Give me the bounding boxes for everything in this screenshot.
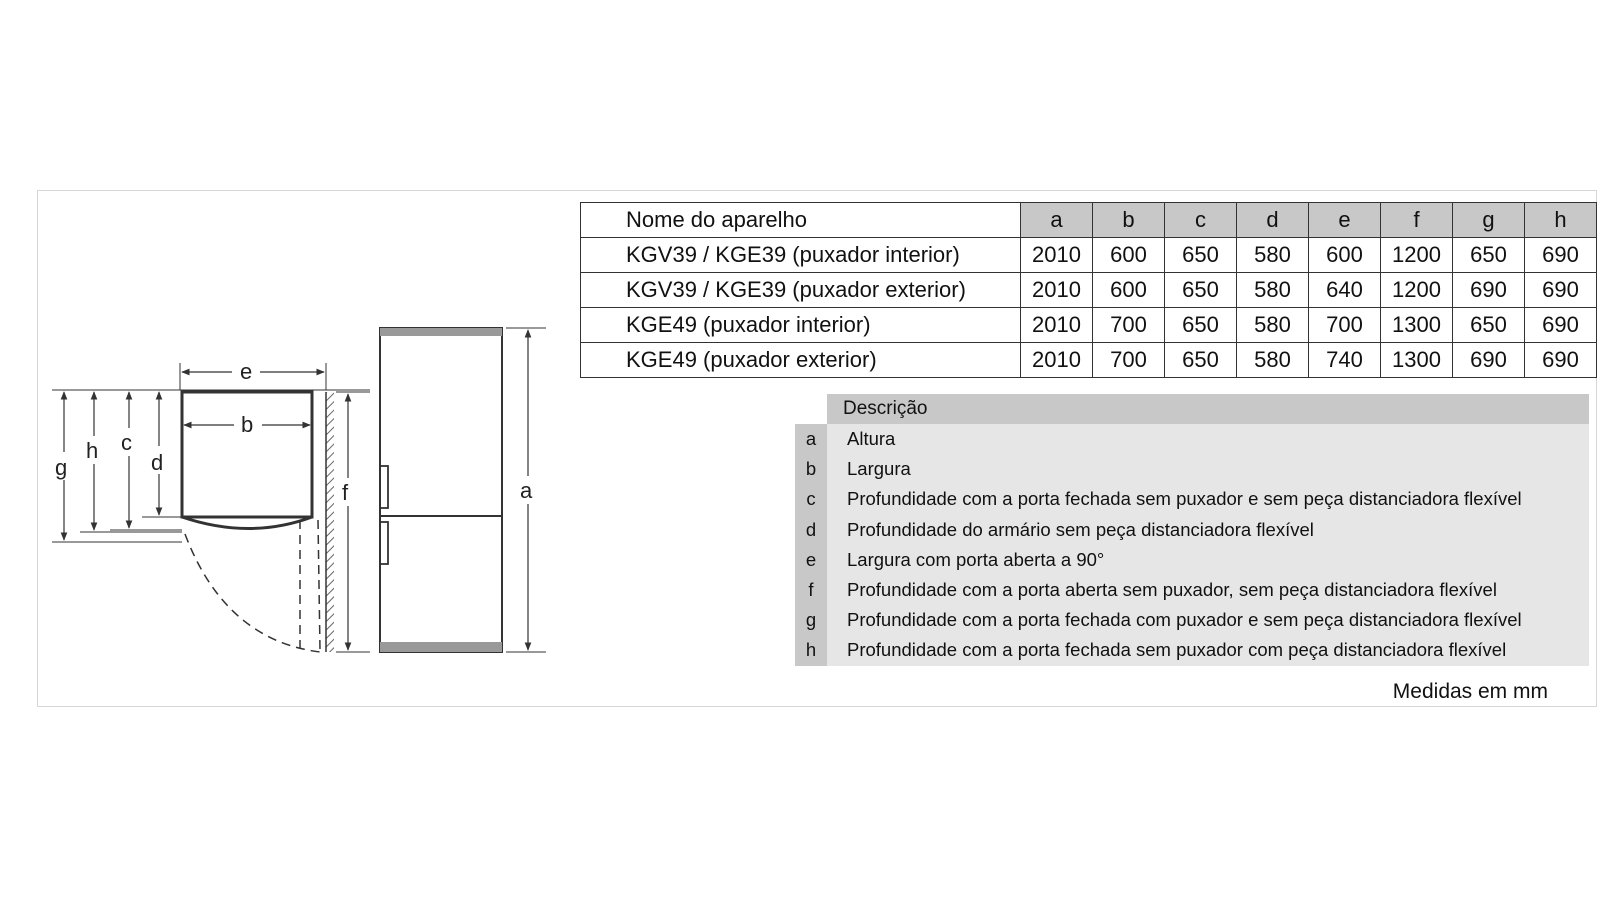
cell-e: 600: [1309, 238, 1381, 273]
legend-desc: Profundidade com a porta fechada com puxador e sem peça distanciadora flexível: [827, 605, 1589, 635]
header-b: b: [1093, 203, 1165, 238]
header-c: c: [1165, 203, 1237, 238]
cell-d: 580: [1237, 273, 1309, 308]
cell-a: 2010: [1021, 308, 1093, 343]
legend-key: f: [795, 575, 827, 605]
legend-key: a: [795, 424, 827, 454]
cell-e: 740: [1309, 343, 1381, 378]
header-g: g: [1453, 203, 1525, 238]
table-header-row: [581, 203, 1597, 238]
legend-desc: Profundidade com a porta aberta sem puxador, sem peça distanciadora flexível: [827, 575, 1589, 605]
cell-d: 580: [1237, 308, 1309, 343]
label-f: f: [342, 480, 349, 505]
cell-e: 700: [1309, 308, 1381, 343]
fridge-dimension-drawing: [50, 320, 570, 680]
table-row: [581, 343, 1597, 378]
cell-g: 650: [1453, 308, 1525, 343]
cell-f: 1200: [1381, 238, 1453, 273]
header-f: f: [1381, 203, 1453, 238]
legend-key: d: [795, 515, 827, 545]
cell-g: 650: [1453, 238, 1525, 273]
list-item: [795, 605, 1589, 635]
list-item: [795, 635, 1589, 665]
front-view-top-trim: [380, 328, 502, 336]
units-note: Medidas em mm: [1392, 680, 1548, 703]
legend-title: Descrição: [827, 394, 1589, 424]
cell-c: 650: [1165, 273, 1237, 308]
upper-handle: [380, 466, 388, 508]
legend-desc: Profundidade do armário sem peça distanciadora flexível: [827, 515, 1589, 545]
legend-desc: Profundidade com a porta fechada sem puxador com peça distanciadora flexível: [827, 635, 1589, 665]
label-e: e: [240, 359, 253, 384]
front-view-cabinet: [380, 328, 502, 652]
cell-b: 600: [1093, 238, 1165, 273]
header-device-name: Nome do aparelho: [581, 203, 1021, 238]
table-row: [581, 308, 1597, 343]
header-a: a: [1021, 203, 1093, 238]
wall-hatch: [326, 392, 334, 652]
cell-d: 580: [1237, 238, 1309, 273]
top-view-door: [182, 517, 312, 529]
label-b: b: [241, 412, 254, 437]
table-row: [581, 273, 1597, 308]
device-name: KGV39 / KGE39 (puxador interior): [581, 238, 1021, 273]
legend-key: b: [795, 454, 827, 484]
device-name: KGE49 (puxador exterior): [581, 343, 1021, 378]
cell-h: 690: [1525, 343, 1597, 378]
lower-handle: [380, 522, 388, 564]
legend-desc: Altura: [827, 424, 1589, 454]
legend: [795, 394, 1589, 666]
cell-b: 700: [1093, 343, 1165, 378]
cell-h: 690: [1525, 238, 1597, 273]
cell-h: 690: [1525, 308, 1597, 343]
device-name: KGE49 (puxador interior): [581, 308, 1021, 343]
legend-key: e: [795, 545, 827, 575]
cell-c: 650: [1165, 308, 1237, 343]
cell-g: 690: [1453, 273, 1525, 308]
dimensions-table: [580, 202, 1597, 378]
cell-b: 700: [1093, 308, 1165, 343]
front-view-base: [380, 642, 502, 652]
label-g: g: [55, 455, 68, 480]
cell-c: 650: [1165, 238, 1237, 273]
cell-f: 1300: [1381, 308, 1453, 343]
top-view-cabinet: [182, 392, 312, 517]
cell-b: 600: [1093, 273, 1165, 308]
label-a: a: [520, 478, 533, 503]
legend-key: c: [795, 484, 827, 514]
legend-desc: Largura com porta aberta a 90°: [827, 545, 1589, 575]
cell-c: 650: [1165, 343, 1237, 378]
label-c: c: [121, 430, 132, 455]
header-d: d: [1237, 203, 1309, 238]
legend-desc: Largura: [827, 454, 1589, 484]
device-name: KGV39 / KGE39 (puxador exterior): [581, 273, 1021, 308]
legend-key: g: [795, 605, 827, 635]
list-item: [795, 575, 1589, 605]
cell-f: 1300: [1381, 343, 1453, 378]
cell-f: 1200: [1381, 273, 1453, 308]
header-h: h: [1525, 203, 1597, 238]
list-item: [795, 454, 1589, 484]
label-d: d: [151, 450, 164, 475]
list-item: [795, 545, 1589, 575]
cell-d: 580: [1237, 343, 1309, 378]
cell-a: 2010: [1021, 238, 1093, 273]
cell-a: 2010: [1021, 273, 1093, 308]
list-item: [795, 515, 1589, 545]
cell-g: 690: [1453, 343, 1525, 378]
legend-desc: Profundidade com a porta fechada sem puxador e sem peça distanciadora flexível: [827, 484, 1589, 514]
header-e: e: [1309, 203, 1381, 238]
table-row: [581, 238, 1597, 273]
list-item: [795, 424, 1589, 454]
legend-key: h: [795, 635, 827, 665]
cell-a: 2010: [1021, 343, 1093, 378]
list-item: [795, 484, 1589, 514]
label-h: h: [86, 438, 99, 463]
cell-e: 640: [1309, 273, 1381, 308]
cell-h: 690: [1525, 273, 1597, 308]
